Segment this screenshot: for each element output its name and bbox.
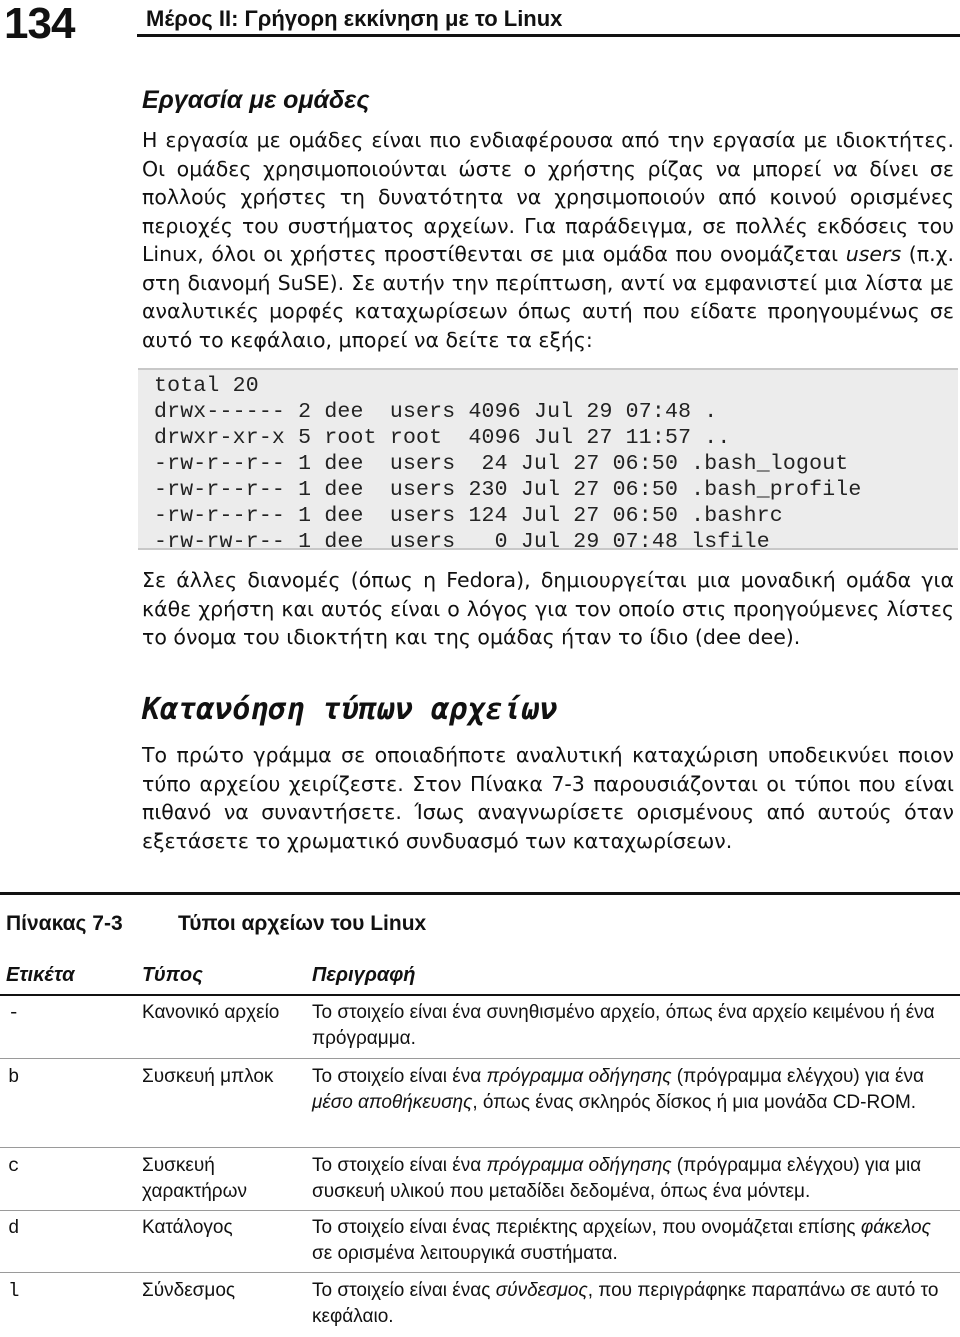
code-line: -rw-r--r-- 1 dee users 124 Jul 27 06:50 .bashrc [154, 504, 783, 528]
emphasis-term: φάκελος [860, 1217, 931, 1238]
table-header-description: Περιγραφή [312, 964, 416, 986]
table-row-divider [0, 1272, 960, 1273]
emphasis-term: πρόγραμμα οδήγησης [486, 1066, 672, 1087]
paragraph-text: Το πρώτο γράμμα σε οποιαδήποτε αναλυτική καταχώριση υποδεικνύει ποιον τύπο αρχείου χειρίζεστε. Στον Πίνακα 7-3 παρουσιάζονται οι τύποι που είναι πιθανό να συναντήσετε. Ίσως αναγνωρίσετε ορισμένους από αυτούς όταν εξετάσετε το χρωματικό συνδυασμό των καταχωρίσεων. [142, 743, 954, 853]
code-line: drwx------ 2 dee users 4096 Jul 29 07:48 . [154, 400, 718, 424]
description-text: σε ορισμένα λειτουργικά συστήματα. [312, 1243, 618, 1264]
table-cell-description [312, 1153, 952, 1205]
code-line: total 20 [154, 374, 259, 398]
emphasis-term: σύνδεσμος [495, 1280, 588, 1301]
table-caption-label: Πίνακας 7-3 [6, 912, 123, 935]
table-cell-type: Συσκευή χαρακτήρων [142, 1155, 247, 1202]
table-cell-type: Κατάλογος [142, 1217, 233, 1238]
paragraph-text: Σε άλλες διανομές (όπως η Fedora), δημιουργείται μια μοναδική ομάδα για κάθε χρήστη και αυτός είναι ο λόγος για τον οποίο στις προηγούμενες λίστες το όνομα του ιδιοκτήτη και της ομάδας ήταν το ίδιο (dee dee). [142, 568, 954, 649]
table-cell-description [312, 1278, 952, 1330]
description-text: (πρόγραμμα ελέγχου) για μια συσκευή υλικού που μεταδίδει δεδομένα, όπως ένα μόντεμ. [312, 1155, 922, 1202]
emphasis-term: μέσο αποθήκευσης [312, 1092, 473, 1113]
description-text: Το στοιχείο είναι ένας περιέκτης αρχείων, που ονομάζεται επίσης [312, 1217, 861, 1238]
table-cell-description [312, 1215, 952, 1267]
table-header-type: Τύπος [142, 964, 203, 986]
code-listing [138, 368, 958, 554]
section-heading-groups: Εργασία με ομάδες [142, 86, 370, 114]
table-header-rule [0, 994, 960, 996]
header-rule [137, 34, 960, 37]
emphasis-term: πρόγραμμα οδήγησης [486, 1155, 672, 1176]
code-line: -rw-rw-r-- 1 dee users 0 Jul 29 07:48 lsfile [154, 530, 770, 554]
description-text: Το στοιχείο είναι ένας [312, 1280, 496, 1301]
table-cell-description [312, 1000, 952, 1052]
paragraph-file-types [142, 741, 954, 855]
table-row-divider [0, 1058, 960, 1059]
description-text: (πρόγραμμα ελέγχου) για ένα [671, 1066, 924, 1087]
code-line: -rw-r--r-- 1 dee users 230 Jul 27 06:50 .bash_profile [154, 478, 862, 502]
table-cell-type: Κανονικό αρχείο [142, 1002, 280, 1023]
table-cell-tag: b [8, 1066, 20, 1088]
running-header-title: Μέρος ΙΙ: Γρήγορη εκκίνηση με το Linux [146, 6, 563, 31]
table-cell-tag: l [8, 1280, 20, 1302]
paragraph-other-distros [142, 566, 954, 652]
table-cell-type: Συσκευή μπλοκ [142, 1066, 274, 1087]
table-row-divider [0, 1210, 960, 1211]
description-text: Το στοιχείο είναι ένα συνηθισμένο αρχείο, όπως ένα αρχείο κειμένου ή ένα πρόγραμμα. [312, 1002, 935, 1049]
code-line: drwxr-xr-x 5 root root 4096 Jul 27 11:57 .. [154, 426, 731, 450]
section-heading-file-types: Κατανόηση τύπων αρχείων [142, 692, 558, 727]
description-text: , όπως ένας σκληρός δίσκος ή μια μονάδα CD-ROM. [472, 1092, 917, 1113]
paragraph-groups-intro [142, 126, 954, 354]
emphasis-users: users [845, 242, 902, 266]
table-caption-title: Τύποι αρχείων του Linux [178, 912, 427, 935]
description-text: Το στοιχείο είναι ένα [312, 1066, 487, 1087]
table-cell-tag: - [8, 1002, 20, 1024]
code-line: -rw-r--r-- 1 dee users 24 Jul 27 06:50 .bash_logout [154, 452, 849, 476]
paragraph-text: Η εργασία με ομάδες είναι πιο ενδιαφέρουσα από την εργασία με ιδιοκτήτες. Οι ομάδες χρησιμοποιούνται ώστε ο χρήστης ρίζας να μπορεί να δίνει σε πολλούς χρήστες τη δυνατότητα να χρησιμοποιούν από κοινού ορισμένες περιοχές του συστήματος αρχείων. Για παράδειγμα, σε πολλές εκδόσεις του Linux, όλοι οι χρήστες προστίθενται σε μια ομάδα που ονομάζεται [142, 128, 954, 266]
table-row-divider [0, 1147, 960, 1148]
table-cell-tag: d [8, 1217, 20, 1239]
table-header-tag: Ετικέτα [6, 964, 75, 986]
table-top-rule [0, 892, 960, 895]
paragraph-text: (π.χ. στη διανομή SuSE). Σε αυτήν την περίπτωση, αντί να εμφανιστεί μια λίστα με αναλυτικές μορφές καταχωρίσεων όπως αυτή που είδατε προηγουμένως σε αυτό το κεφάλαιο, μπορεί να δείτε τα εξής: [142, 242, 954, 352]
table-cell-type: Σύνδεσμος [142, 1280, 236, 1301]
description-text: , που περιγράφηκε παραπάνω σε αυτό το κεφάλαιο. [312, 1280, 939, 1327]
page-number: 134 [4, 0, 75, 48]
table-cell-description [312, 1064, 952, 1116]
table-cell-tag: c [8, 1155, 20, 1177]
description-text: Το στοιχείο είναι ένα [312, 1155, 487, 1176]
